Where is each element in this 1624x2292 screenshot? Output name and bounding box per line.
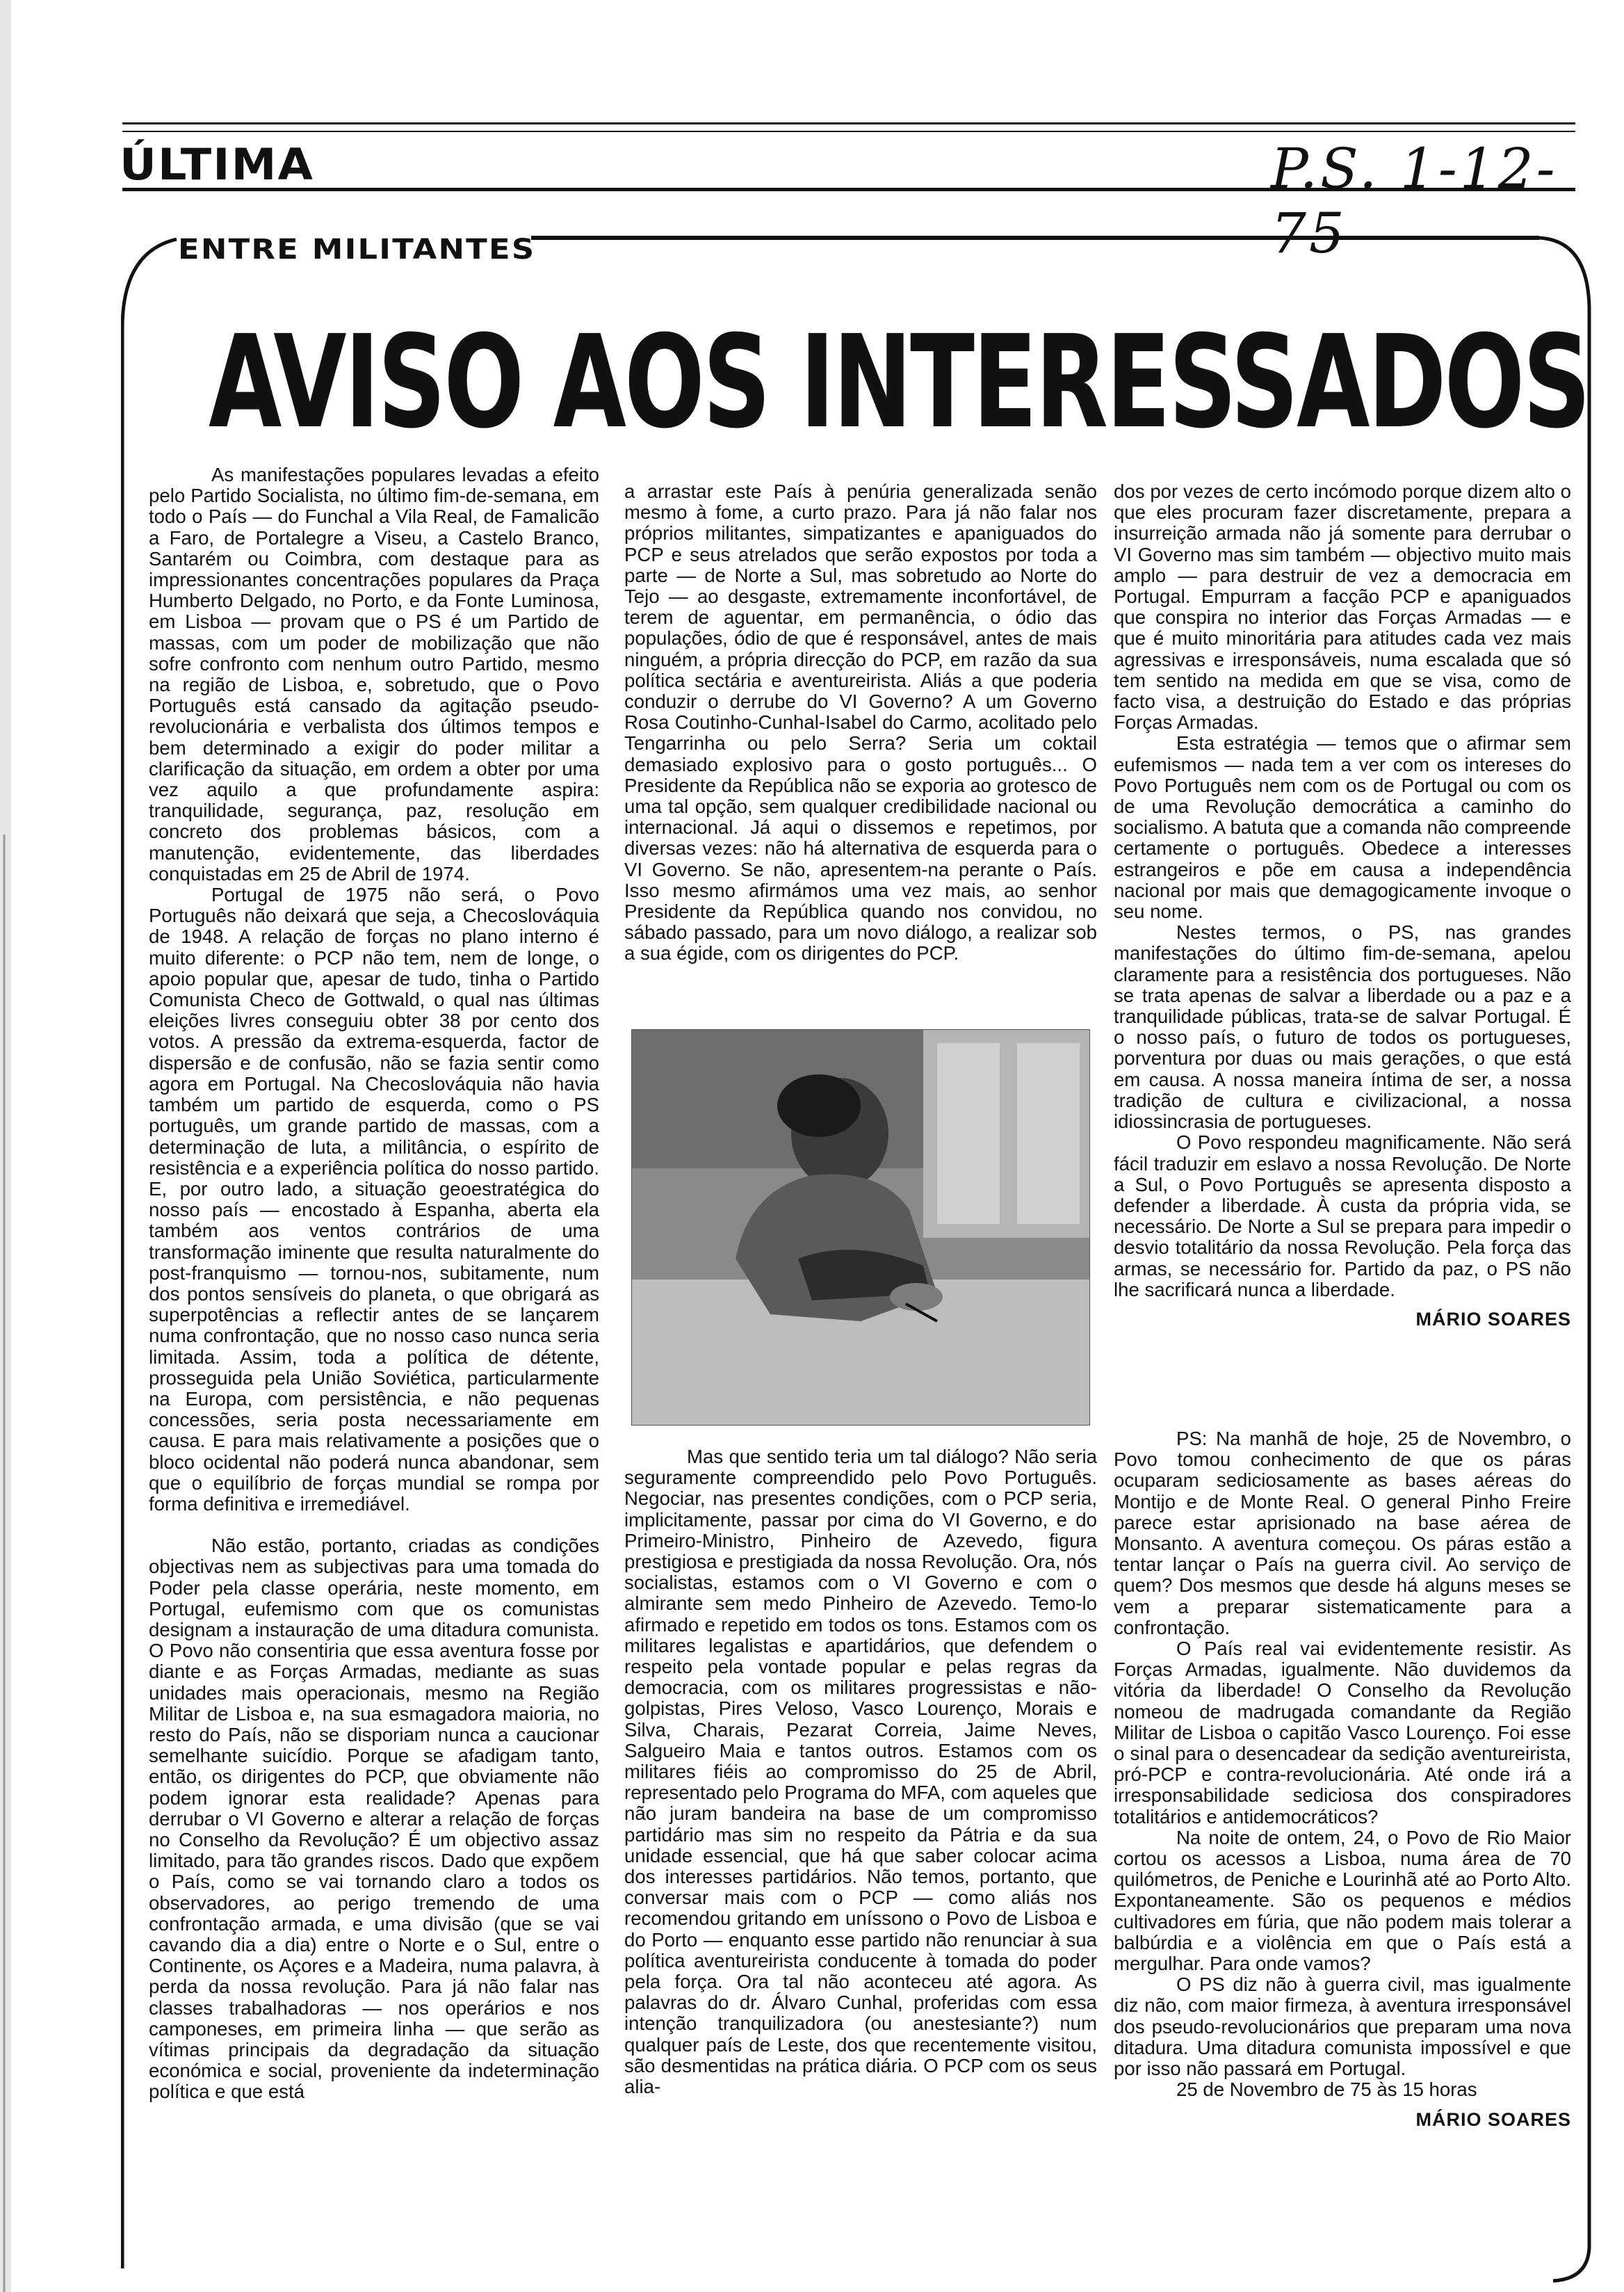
paragraph: a arrastar este País à penúria generalizada senão mesmo à fome, a curto prazo. Para já não falar nos próprios militantes, simpatizantes e apaniguados do PCP e seus atrelados que serão expostos por toda a parte — de Norte a Sul, mas sobretudo ao Norte do Tejo — ao desgaste, extremamente inconfortável, de terem de aguentar, em permanência, o ódio das populações, ódio de que é responsável, antes de mais ninguém, a própria direcção do PCP, em razão da sua política sectária e aventureirista. Aliás a que poderia conduzir o derrube do VI Governo? A um Governo Rosa Coutinho-Cunhal-Isabel do Carmo, acolitado pelo Tengarrinha ou pelo Serra? Seria um coktail demasiado explosivo para o gosto português... O Presidente da República não se exporia ao grotesco de uma tal opção, sem qualquer credibilidade nacional ou internacional. Já aqui o dissemos e repetimos, por diversas vezes: não há alternativa de esquerda para o VI Governo. Se não, apresentem-na perante o País. Isso mesmo afirmámos uma vez mais, ao senhor Presidente da República quando nos convidou, no sábado passado, para um novo diálogo, a realizar sob a sua égide, com os dirigentes do PCP. (624, 481, 1097, 965)
headline: AVISO AOS INTERESSADOS (209, 308, 1589, 457)
scan-edge (0, 0, 11, 2292)
author-signature: MÁRIO SOARES (1415, 1308, 1571, 1330)
kicker: ENTRE MILITANTES (178, 234, 536, 266)
paragraph: As manifestações populares levadas a efeito pelo Partido Socialista, no último fim-de-semana, em todo o País — do Funchal a Vila Real, de Famalicão a Faro, de Portalegre a Viseu, a Castelo Branco, Santarém ou Coimbra, com destaque para as impressionantes concentrações populares da Praça Humberto Delgado, no Porto, e da Fonte Luminosa, em Lisboa — provam que o PS é um Partido de massas, com um poder de mobilização que não sofre confronto com nenhum outro Partido, mesmo na região de Lisboa, e, sobretudo, que o Povo Português está cansado da agitação pseudo-revolucionária e verbalista dos últimos tempos e bem determinado a exigir do poder militar a clarificação da situação, em ordem a obter por uma vez aquilo a que profundamente aspira: tranquilidade, segurança, paz, resolução em concreto dos problemas básicos, com a manutenção, evidentemente, das liberdades conquistadas em 25 de Abril de 1974. (149, 464, 599, 885)
paragraph: dos por vezes de certo incómodo porque dizem alto o que eles procuram fazer discretamente, prepara a insurreição armada não já somente para derrubar o VI Governo mas sim também — objectivo muito mais amplo — para destruir de vez a democracia em Portugal. Empurram a facção PCP e apaniguados que conspira no interior das Forças Armadas — e que é muito minoritária para atitudes cada vez mais agressivas e irresponsáveis, numa escalada que só tem sentido na medida em que se visa, como de facto visa, a destruição do Estado e das próprias Forças Armadas. (1114, 481, 1571, 734)
photo-man-writing (631, 1029, 1090, 1426)
column-3-top (1114, 481, 1571, 1330)
paragraph: Esta estratégia — temos que o afirmar sem eufemismos — nada tem a ver com os intereses do Povo Português nem com os de Portugal ou com os de uma Revolução democrática a caminho do socialismo. A batuta que a comanda não compreende certamente o português. Obedece a interesses estrangeiros e põe em causa a independência nacional por mais que demagogicamente invoque o seu nome. (1114, 732, 1571, 923)
paragraph: PS: Na manhã de hoje, 25 de Novembro, o Povo tomou conhecimento de que os páras ocuparam sediciosamente as bases aéreas do Montijo e de Monte Real. O general Pinho Freire parece estar aprisionado na base aérea de Monsanto. A aventura começou. Os páras estão a tentar lançar o País na guerra civil. Ao serviço de quem? Dos mesmos que desde há alguns meses se vem a preparar sistematicamente para a confrontação. (1114, 1428, 1571, 1638)
column-1 (149, 465, 599, 2103)
paragraph: Mas que sentido teria um tal diálogo? Não seria seguramente compreendido pelo Povo Português. Negociar, nas presentes condições, com o PCP seria, implicitamente, passar por cima do VI Governo, e do Primeiro-Ministro, Pinheiro de Azevedo, figura prestigiosa e prestigiada da nossa Revolução. Ora, nós socialistas, estamos com o VI Governo e com o almirante sem medo Pinheiro de Azevedo. Temo-lo afirmado e repetido em todos os tons. Estamos com os militares legalistas e apartidários, que defendem o respeito pela vontade popular e pelas regras da democracia, com os militares progressistas e não-golpistas, Pires Veloso, Vasco Lourenço, Morais e Silva, Charais, Pezarat Correia, Jaime Neves, Salgueiro Maia e tantos outros. Estamos com os militares fiéis ao compromisso do 25 de Abril, representado pelo Programa do MFA, com aqueles que não juram bandeira na base de um compromisso partidário mas sim no respeito da Pátria e da sua unidade essencial, que há que saber colocar acima dos interesses partidários. Não temos, portanto, que conversar mais com o PCP — como aliás nos recomendou gritando em uníssono o Povo de Lisboa e do Porto — enquanto esse partido não renunciar à sua política aventureirista conducente à tomada do poder pela força. Ora tal não aconteceu até agora. As palavras do dr. Álvaro Cunhal, proferidas com essa intenção tranquilizadora (ou anestesiante?) num qualquer país de Leste, dos que recentemente visitou, são desmentidas na prática diária. O PCP com os seus alia- (624, 1446, 1097, 2098)
top-rule-2 (122, 131, 1575, 132)
paragraph: Nestes termos, o PS, nas grandes manifestações do último fim-de-semana, apelou claramente para a resistência dos portugueses. Não se trata apenas de salvar a liberdade ou a paz e a tranquilidade públicas, trata-se de salvar Portugal. É o nosso país, o futuro de todos os portugueses, porventura por duas ou mais gerações, o que está em causa. A nossa maneira íntima de ser, a nossa tradição de cultura e civilizacional, a nossa idiossincrasia de portugueses. (1114, 921, 1571, 1133)
paragraph: Na noite de ontem, 24, o Povo de Rio Maior cortou os acessos a Lisboa, numa área de 70 quilómetros, de Peniche e Lourinhã até ao Porto Alto. Expontaneamente. São os pequenos e médios cultivadores em fúria, que não podem mais tolerar a balbúrdia e a violência em que o País está a mergulhar. Para onde vamos? (1114, 1826, 1571, 1975)
column-2-bottom (624, 1446, 1097, 2097)
author-signature: MÁRIO SOARES (1415, 2108, 1571, 2130)
paragraph: Portugal de 1975 não será, o Povo Português não deixará que seja, a Checoslováquia de 1948. A relação de forças no plano interno é muito diferente: o PCP não tem, nem de longe, o apoio popular que, apesar de tudo, tinha o Partido Comunista Checo de Gottwald, o qual nas últimas eleições livres conseguiu obter 38 por cento dos votos. A pressão da extrema-esquerda, factor de dispersão e de confusão, não se fazia sentir como agora em Portugal. Na Checoslováquia não havia também um partido de esquerda, como o PS português, um grande partido de massas, com a determinação de luta, a militância, o espírito de resistência e a experiência política do nosso partido. E, por outro lado, a situação geoestratégica do nosso país — encostado à Espanha, aberta ela também aos ventos contrários de uma transformação iminente que resulta naturalmente do post-franquismo — tornou-nos, subitamente, num dos pontos sensíveis do planeta, o que obrigará as superpotências a reflectir antes de se lançarem numa confrontação, que no nosso caso nunca seria limitada. Assim, toda a política de détente, prosseguida pela União Soviética, particularmente na Europa, com persistência, e não pequenas concessões, seria posta necessariamente em causa. E para mais relativamente a posições que o bloco ocidental não poderá nunca abandonar, sem que o equilíbrio de forças mundial se rompa por forma definitiva e irremediável. (149, 884, 599, 1515)
handwritten-date: P.S. 1-12-75 (1271, 136, 1558, 266)
section-title: ÚLTIMA (120, 139, 314, 190)
top-rule-1 (122, 122, 1575, 124)
dateline: 25 de Novembro de 75 às 15 horas (1176, 2079, 1477, 2101)
column-2-top (624, 481, 1097, 965)
paragraph: O Povo respondeu magnificamente. Não será fácil traduzir em eslavo a nossa Revolução. De Norte a Sul, o Povo Português se apresenta disposto a defender a liberdade. À custa da própria vida, se necessário. De Norte a Sul se prepara para impedir o desvio totalitário da nossa Revolução. Pela força das armas, se necessário for. Partido da paz, o PS não lhe sacrificará nunca a liberdade. (1114, 1131, 1571, 1300)
column-3-postscript (1114, 1428, 1571, 2130)
paragraph: O PS diz não à guerra civil, mas igualmente diz não, com maior firmeza, à aventura irresponsável dos pseudo-revolucionários que preparam uma nova ditadura. Uma ditadura comunista impossível e que por isso não passará em Portugal. (1114, 1974, 1571, 2080)
paragraph: O País real vai evidentemente resistir. As Forças Armadas, igualmente. Não duvidemos da vitória da liberdade! O Conselho da Revolução nomeou de madrugada comandante da Região Militar de Lisboa o capitão Vasco Lourenço. Foi esse o sinal para o desencadear da sedição aventureirista, pró-PCP e contra-revolucionária. Até onde irá a irresponsabilidade sediciosa dos conspiradores totalitários e antidemocráticos? (1114, 1638, 1571, 1827)
paragraph: Não estão, portanto, criadas as condições objectivas nem as subjectivas para uma tomada do Poder pela classe operária, neste momento, em Portugal, eufemismo com que os comunistas designam a instauração de uma ditadura comunista. O Povo não consentiria que essa aventura fosse por diante e as Forças Armadas, mediante as suas unidades mais operacionais, mesmo na Região Militar de Lisboa e, na sua esmagadora maioria, no resto do País, não se disporiam nunca a caucionar semelhante suicídio. Porque se afadigam tanto, então, os dirigentes do PCP, que obviamente não podem ignorar esta realidade? Apenas para derrubar o VI Governo e alterar a relação de forças no Conselho da Revolução? É um objectivo assaz limitado, para tão grandes riscos. Dado que expõem o País, como se vai tornando claro a todos os observadores, ao perigo tremendo de uma confrontação armada, e uma divisão (que se vai cavando dia a dia) entre o Norte e o Sul, entre o Continente, os Açores e a Madeira, numa palavra, à perda da nossa revolução. Para já não falar nas classes trabalhadoras — nos operários e nos camponeses, em primeira linha — que serão as vítimas principais da degradação da situação económica e social, proveniente da indeterminação política e que está (149, 1535, 599, 2103)
